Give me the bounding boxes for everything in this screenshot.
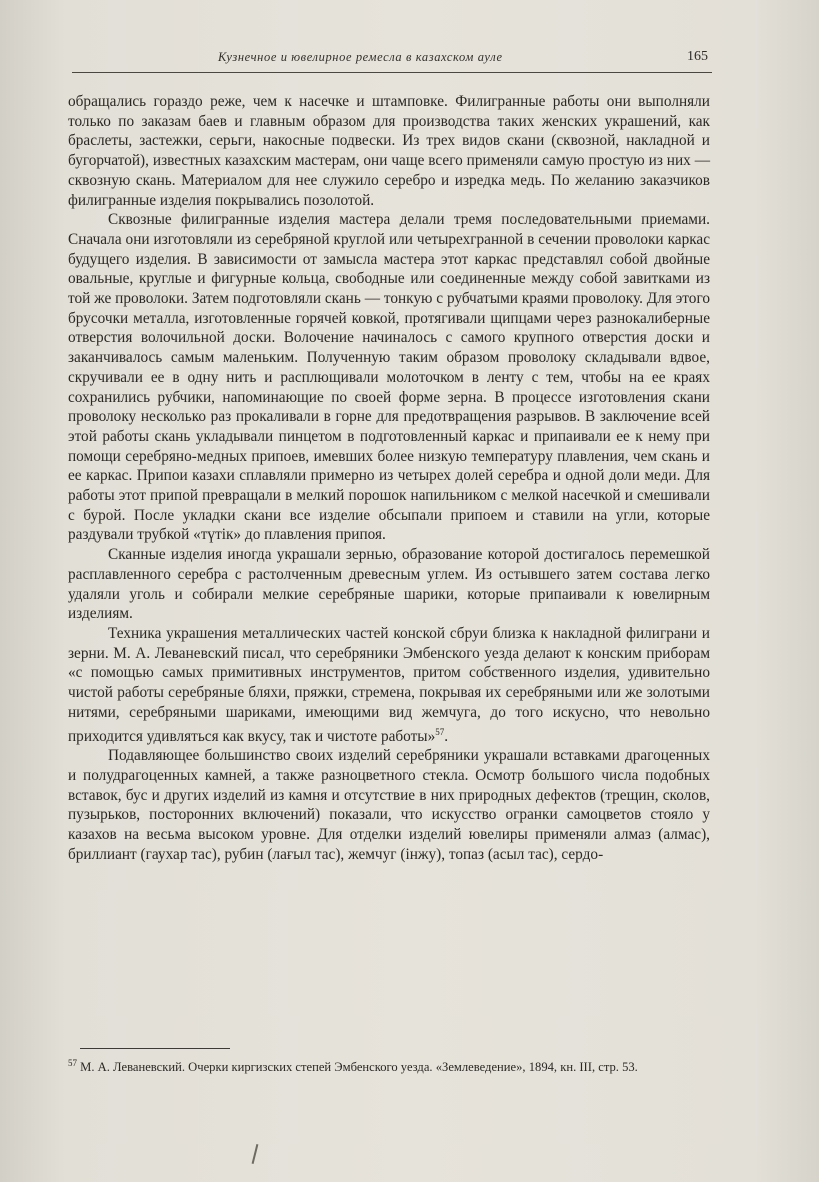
footnote-marker: 57 — [68, 1058, 77, 1068]
paragraph-3: Сканные изделия иногда украшали зернью, образование которой достигалось перемешкой расплавленного серебра с растолченным древесным углем. Из остывшего затем состава легко удаляли уголь и собирали мелкие серебряные шарики, которые припаивали к ювелирным изделиям. — [68, 546, 710, 623]
page-number: 165 — [687, 49, 708, 64]
page-header — [68, 50, 708, 70]
header-rule — [72, 72, 712, 73]
footnote-rule — [80, 1048, 230, 1049]
paragraph-2: Сквозные филигранные изделия мастера делали тремя последовательными приемами. Сначала они изготовляли из серебряной круглой или четырехгранной в сечении проволоки каркас будущего изделия. В зависимости от замысла мастера этот каркас представлял собой двойные овальные, круглые и фигурные кольца, свободные или соединенные между собой завитками из той же проволоки. Затем подготовляли скань — тонкую с рубчатыми краями проволоку. Для этого брусочки металла, изготовленные горячей ковкой, протягивали щипцами через разнокалиберные отверстия волочильной доски. Волочение начиналось с самого крупного отверстия доски и заканчивалось самым маленьким. Полученную таким образом проволоку складывали вдвое, скручивали ее в одну нить и расплющивали молоточком в ленту с тем, чтобы на ее краях сохранились рубчики, напоминающие по своей форме зерна. В процессе изготовления скани проволоку несколько раз прокаливали в горне для предотвращения разрывов. В заключение всей этой работы скань укладывали пинцетом в подготовленный каркас и припаивали ее к нему при помощи серебряно-медных припоев, имевших более низкую температуру плавления, чем скань и ее каркас. Припои казахи сплавляли примерно из четырех долей серебра и одной доли меди. Для работы этот припой превращали в мелкий порошок напильником с мелкой насечкой и смешивали с бурой. После укладки скани все изделие обсыпали припоем и ставили на угли, которые раздували трубкой «түтік» до плавления припоя. — [68, 211, 710, 544]
body-text — [68, 92, 710, 865]
paragraph-5: Подавляющее большинство своих изделий серебряники украшали вставками драгоценных и полудрагоценных камней, а также разноцветного стекла. Осмотр большого числа подобных вставок, бус и других изделий из камня и отсутствие в них природных дефектов (трещин, сколов, пузырьков, посторонних включений) показали, что искусство огранки самоцветов стояло у казахов на весьма высоком уровне. Для отделки изделий ювелиры применяли алмаз (алмас), бриллиант (гаухар тас), рубин (лағыл тас), жемчуг (інжу), топаз (асыл тас), сердо- — [68, 747, 710, 863]
footnote-reference: 57 — [435, 726, 445, 737]
paragraph-4: Техника украшения металлических частей конской сбруи близка к накладной филиграни и зерни. М. А. Леваневский писал, что серебряники Эмбенского уезда делают к конским приборам «с помощью самых примитивных инструментов, притом собственного изделия, удивительно чистой работы серебряные бляхи, пряжки, стремена, покрывая их серебряными или же золотыми нитями, серебряными шариками, имеющими вид жемчуга, до того искусно, что невольно приходится удивляться как вкусу, так и чистоте работы»$^{57}$. — [68, 624, 710, 745]
running-title: Кузнечное и ювелирное ремесла в казахском ауле — [218, 50, 503, 64]
paragraph-1: обращались гораздо реже, чем к насечке и штамповке. Филигранные работы они выполняли только по заказам баев и главным образом для производства таких женских украшений, как браслеты, застежки, серьги, накосные подвески. Из трех видов скани (сквозной, накладной и бугорчатой), известных казахским мастерам, они чаще всего применяли самую простую из них — сквозную скань. Материалом для нее служило серебро и изредка медь. По желанию заказчиков филигранные изделия покрывались позолотой. — [68, 93, 710, 209]
footnote-text: М. А. Леваневский. Очерки киргизских степей Эмбенского уезда. «Землеведение», 1894, кн. III, стр. 53. — [80, 1060, 638, 1075]
footnote — [68, 1055, 710, 1076]
page-mark — [252, 1144, 259, 1164]
